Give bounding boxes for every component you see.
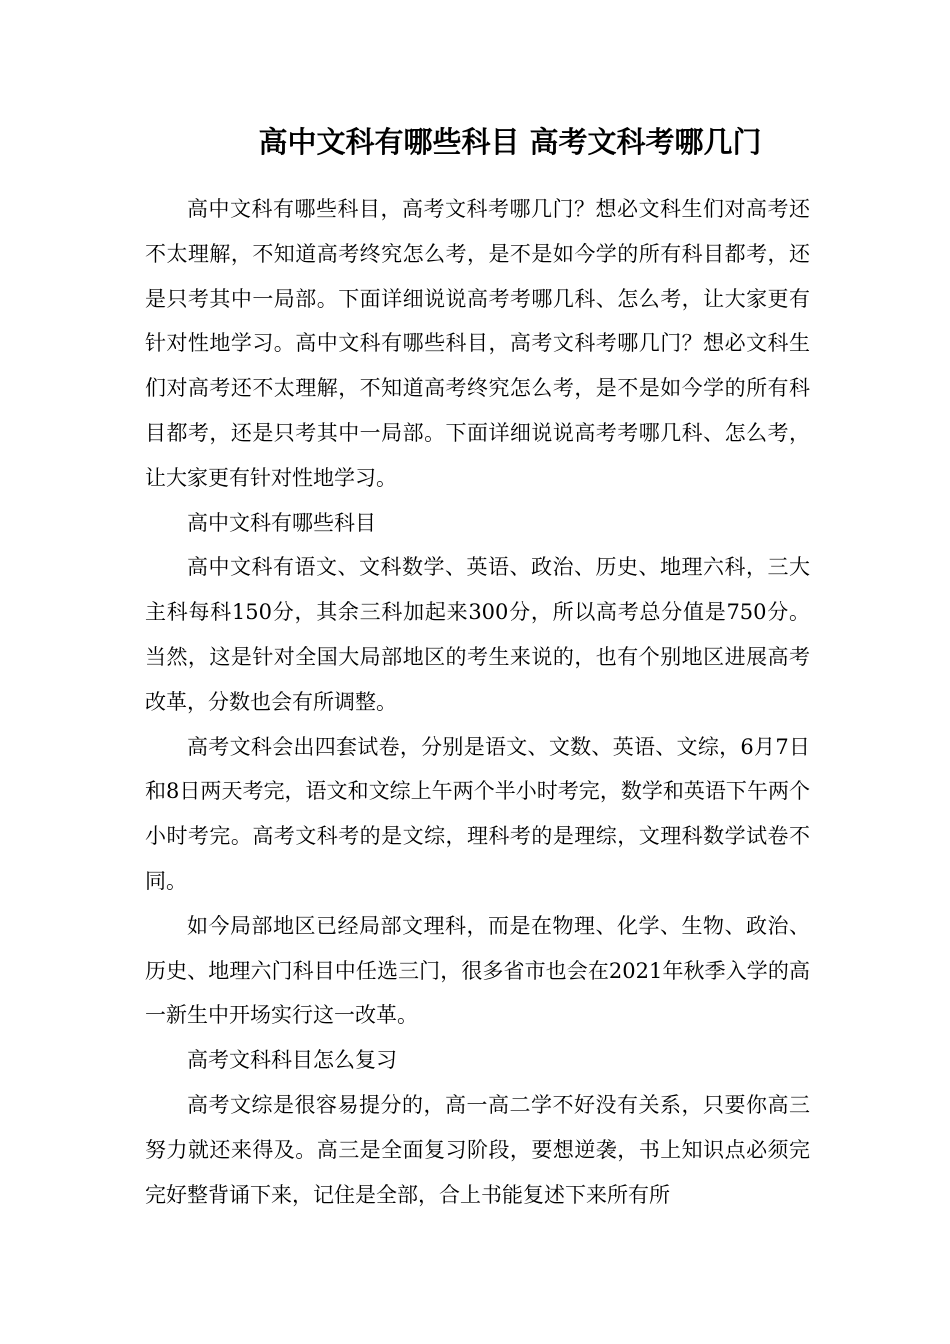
reform-paragraph: 如今局部地区已经局部文理科，而是在物理、化学、生物、政治、历史、地理六门科目中任选三门，很多省市也会在2021年秋季入学的高一新生中开场实行这一改革。 — [145, 913, 810, 1028]
review-paragraph: 高考文综是很容易提分的，高一高二学不好没有关系，只要你高三努力就还来得及。高三是全面复习阶段，要想逆袭，书上知识点必须完完好整背诵下来，记住是全部，合上书能复述下来所有所 — [145, 1092, 810, 1207]
section-heading-review: 高考文科科目怎么复习 — [187, 1048, 397, 1073]
exam-schedule-paragraph: 高考文科会出四套试卷，分别是语文、文数、英语、文综，6月7日和8日两天考完，语文和文综上午两个半小时考完，数学和英语下午两个小时考完。高考文科考的是文综，理科考的是理综，文理科数学试卷不同。 — [145, 734, 810, 893]
subjects-paragraph: 高中文科有语文、文科数学、英语、政治、历史、地理六科，三大主科每科150分，其余三科加起来300分，所以高考总分值是750分。当然，这是针对全国大局部地区的考生来说的，也有个别地区进展高考改革，分数也会有所调整。 — [145, 555, 810, 714]
intro-paragraph: 高中文科有哪些科目，高考文科考哪几门？想必文科生们对高考还不太理解，不知道高考终究怎么考，是不是如今学的所有科目都考，还是只考其中一局部。下面详细说说高考考哪几科、怎么考，让大家更有针对性地学习。高中文科有哪些科目，高考文科考哪几门？想必文科生们对高考还不太理解，不知道高考终究怎么考，是不是如今学的所有科目都考，还是只考其中一局部。下面详细说说高考考哪几科、怎么考，让大家更有针对性地学习。 — [145, 197, 810, 490]
section-heading-subjects: 高中文科有哪些科目 — [187, 510, 376, 535]
document-title: 高中文科有哪些科目 高考文科考哪几门 — [258, 125, 762, 159]
document-body — [145, 187, 810, 1217]
